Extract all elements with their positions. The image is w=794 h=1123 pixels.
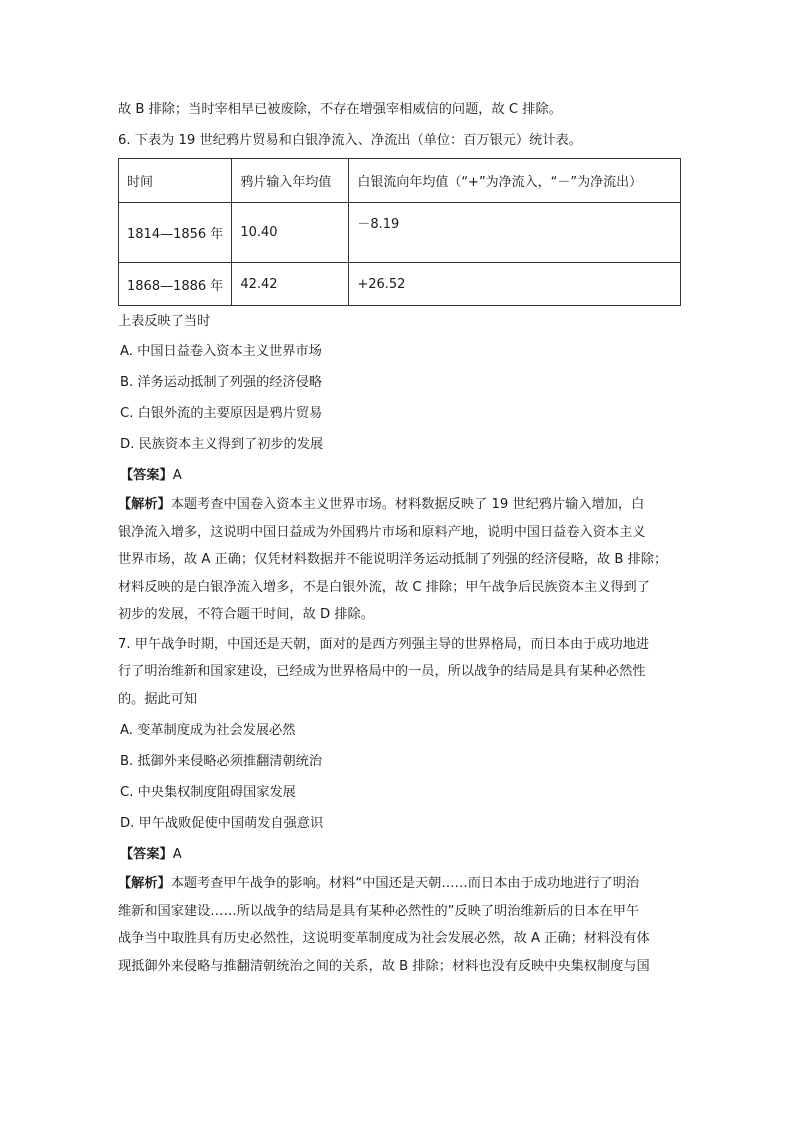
q6-lead: 上表反映了当时 bbox=[118, 314, 211, 329]
q7-stem-line: 7. 甲午战争时期，中国还是天朝，面对的是西方列强主导的世界格局，而日本由于成功地进 bbox=[118, 636, 650, 652]
analysis-text: 本题考查甲午战争的影响。材料“中国还是天朝……而日本由于成功地进行了明治 bbox=[170, 876, 640, 891]
q6-data-table bbox=[118, 158, 681, 306]
q7-answer bbox=[118, 839, 683, 870]
table-cell: 1814—1856 年 bbox=[119, 203, 232, 263]
analysis-line: 世界市场，故 A 正确；仅凭材料数据并不能说明洋务运动抵制了列强的经济侵略，故 B 排除； bbox=[118, 552, 668, 567]
q6-stem: 6. 下表为 19 世纪鸦片贸易和白银净流入、净流出（单位：百万银元）统计表。 bbox=[118, 133, 582, 148]
analysis-line bbox=[118, 491, 683, 519]
intro-line: 故 B 排除；当时宰相早已被废除，不存在增强宰相威信的问题，故 C 排除。 bbox=[118, 102, 562, 117]
q6-option-a: A. 中国日益卷入资本主义世界市场 bbox=[120, 344, 322, 359]
q7-option-c: C. 中央集权制度阻碍国家发展 bbox=[120, 785, 296, 800]
table-header-cell: 白银流向年均值（“+”为净流入，“－”为净流出） bbox=[349, 159, 681, 203]
q6-answer bbox=[118, 460, 683, 491]
q7-option-b: B. 抵御外来侵略必须推翻清朝统治 bbox=[120, 754, 323, 769]
analysis-line bbox=[118, 870, 683, 898]
q6-option-b: B. 洋务运动抵制了列强的经济侵略 bbox=[120, 375, 323, 390]
q7-option-a: A. 变革制度成为社会发展必然 bbox=[120, 723, 296, 738]
table-header-row bbox=[119, 159, 681, 203]
analysis-line: 维新和国家建设……所以战争的结局是具有某种必然性的”反映了明治维新后的日本在甲午 bbox=[118, 903, 640, 919]
table-cell: +26.52 bbox=[349, 263, 681, 306]
answer-label: 【答案】 bbox=[120, 468, 173, 483]
q7-option-d: D. 甲午战败促使中国萌发自强意识 bbox=[120, 816, 324, 831]
q7-analysis bbox=[118, 870, 683, 980]
q7-stem-line: 的。据此可知 bbox=[118, 691, 198, 707]
table-cell: 1868—1886 年 bbox=[119, 263, 232, 306]
answer-label: 【答案】 bbox=[120, 847, 173, 862]
q7-stem bbox=[118, 631, 683, 714]
q7-options bbox=[118, 715, 683, 839]
table-cell: －8.19 bbox=[349, 203, 681, 263]
analysis-label: 【解析】 bbox=[118, 497, 171, 512]
analysis-line: 初步的发展，不符合题干时间，故 D 排除。 bbox=[118, 607, 374, 622]
table-header-cell: 时间 bbox=[119, 159, 232, 203]
table-cell: 10.40 bbox=[232, 203, 349, 263]
q6-options bbox=[118, 336, 683, 460]
q7-stem-line: 行了明治维新和国家建设，已经成为世界格局中的一员，所以战争的结局是具有某种必然性 bbox=[118, 664, 646, 679]
answer-value: A bbox=[172, 847, 182, 862]
table-header-cell: 鸦片输入年均值 bbox=[232, 159, 349, 203]
analysis-line: 银净流入增多，这说明中国日益成为外国鸦片市场和原料产地，说明中国日益卷入资本主义 bbox=[118, 524, 646, 540]
analysis-text: 本题考查中国卷入资本主义世界市场。材料数据反映了 19 世纪鸦片输入增加，白 bbox=[170, 497, 645, 512]
analysis-line: 材料反映的是白银净流入增多，不是白银外流，故 C 排除；甲午战争后民族资本主义得到了 bbox=[118, 579, 650, 595]
q6-option-c: C. 白银外流的主要原因是鸦片贸易 bbox=[120, 406, 323, 421]
analysis-label: 【解析】 bbox=[118, 876, 171, 891]
analysis-line: 战争当中取胜具有历史必然性，这说明变革制度成为社会发展必然，故 A 正确；材料没有体 bbox=[118, 931, 650, 946]
document-page bbox=[118, 100, 683, 980]
analysis-line: 现抵御外来侵略与推翻清朝统治之间的关系，故 B 排除；材料也没有反映中央集权制度与国 bbox=[118, 958, 650, 974]
answer-value: A bbox=[172, 468, 182, 483]
table-cell: 42.42 bbox=[232, 263, 349, 306]
table-row bbox=[119, 203, 681, 263]
q6-option-d: D. 民族资本主义得到了初步的发展 bbox=[120, 437, 324, 452]
table-row bbox=[119, 263, 681, 306]
q6-analysis bbox=[118, 491, 683, 629]
